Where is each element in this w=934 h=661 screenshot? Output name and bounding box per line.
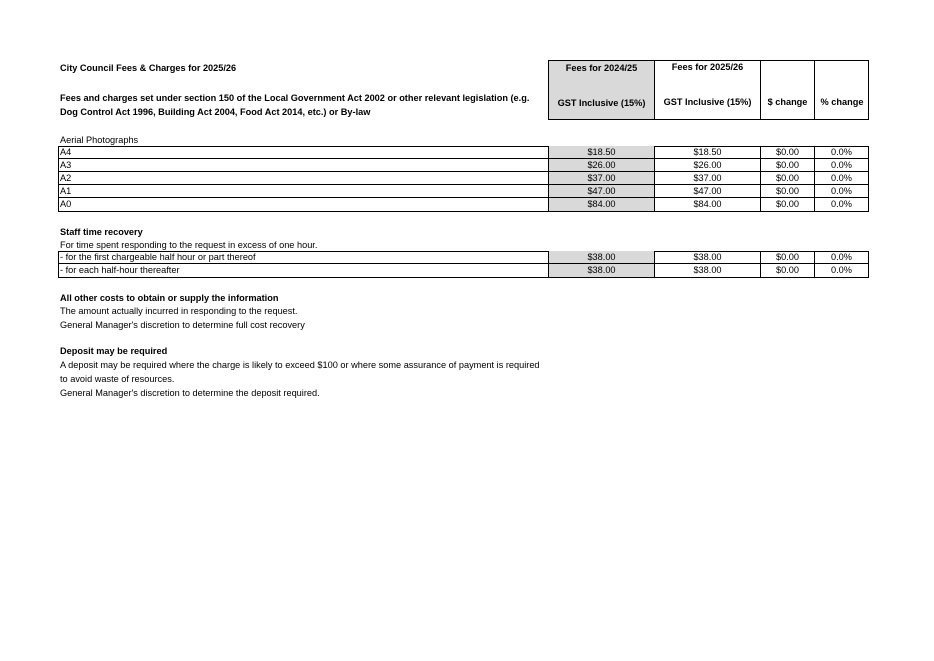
fee-2024-25: $38.00: [548, 251, 654, 264]
fee-2024-25: $18.50: [548, 146, 654, 159]
fee-2025-26: $38.00: [654, 264, 760, 277]
deposit-heading: Deposit may be required: [60, 346, 168, 356]
header-2024-25-gst: GST Inclusive (15%): [557, 98, 646, 108]
deposit-line-3: General Manager's discretion to determine the deposit required.: [60, 388, 320, 398]
fee-2024-25: $84.00: [548, 198, 654, 211]
header-2025-26: [654, 60, 760, 120]
fee-2024-25: $26.00: [548, 159, 654, 172]
header-2024-25-label: Fees for 2024/25: [565, 63, 638, 73]
aerial-heading: Aerial Photographs: [60, 135, 139, 145]
fee-2025-26: $26.00: [654, 159, 760, 172]
other-costs-line-2: General Manager's discretion to determine full cost recovery: [60, 320, 305, 330]
fee-2025-26: $37.00: [654, 172, 760, 185]
page-title: City Council Fees & Charges for 2025/26: [60, 63, 237, 73]
header-dollar-change: [760, 60, 814, 120]
pct-change: 0.0%: [814, 185, 869, 198]
fee-2025-26: $38.00: [654, 251, 760, 264]
dollar-change: $0.00: [760, 172, 814, 185]
header-2025-26-label: Fees for 2025/26: [671, 62, 744, 72]
header-2025-26-gst: GST Inclusive (15%): [663, 97, 752, 107]
table-row: [58, 198, 869, 211]
pct-change: 0.0%: [814, 198, 869, 211]
fees-description: Fees and charges set under section 150 of the Local Government Act 2002 or other relevant legislation (e.g. Dog Control Act 1996, Building Act 2004, Food Act 2014, etc.) or By-law: [60, 93, 530, 117]
header-pct-change: [814, 60, 869, 120]
other-costs-heading: All other costs to obtain or supply the information: [60, 293, 279, 303]
table-row: [58, 264, 869, 277]
fee-2024-25: $47.00: [548, 185, 654, 198]
row-label: A2: [60, 173, 72, 183]
row-label: - for each half-hour thereafter: [60, 265, 180, 275]
dollar-change: $0.00: [760, 185, 814, 198]
fee-2025-26: $18.50: [654, 146, 760, 159]
header-pct-change-label: % change: [820, 97, 864, 107]
pct-change: 0.0%: [814, 264, 869, 277]
dollar-change: $0.00: [760, 264, 814, 277]
other-costs-line-1: The amount actually incurred in responding to the request.: [60, 306, 298, 316]
header-dollar-change-label: $ change: [767, 97, 808, 107]
deposit-line-2: to avoid waste of resources.: [60, 374, 175, 384]
deposit-line-1: A deposit may be required where the charge is likely to exceed $100 or where some assurance of payment is required: [60, 360, 540, 370]
staff-heading: Staff time recovery: [60, 227, 143, 237]
dollar-change: $0.00: [760, 159, 814, 172]
row-label: A0: [60, 199, 72, 209]
dollar-change: $0.00: [760, 198, 814, 211]
row-label: A3: [60, 160, 72, 170]
dollar-change: $0.00: [760, 251, 814, 264]
pct-change: 0.0%: [814, 172, 869, 185]
row-label: A4: [60, 147, 72, 157]
fee-2024-25: $37.00: [548, 172, 654, 185]
fee-2025-26: $47.00: [654, 185, 760, 198]
fee-2024-25: $38.00: [548, 264, 654, 277]
fee-2025-26: $84.00: [654, 198, 760, 211]
dollar-change: $0.00: [760, 146, 814, 159]
row-label: - for the first chargeable half hour or part thereof: [60, 252, 256, 262]
pct-change: 0.0%: [814, 251, 869, 264]
pct-change: 0.0%: [814, 146, 869, 159]
header-2024-25: [548, 60, 654, 120]
staff-subheading: For time spent responding to the request in excess of one hour.: [60, 240, 318, 250]
row-label: A1: [60, 186, 72, 196]
pct-change: 0.0%: [814, 159, 869, 172]
